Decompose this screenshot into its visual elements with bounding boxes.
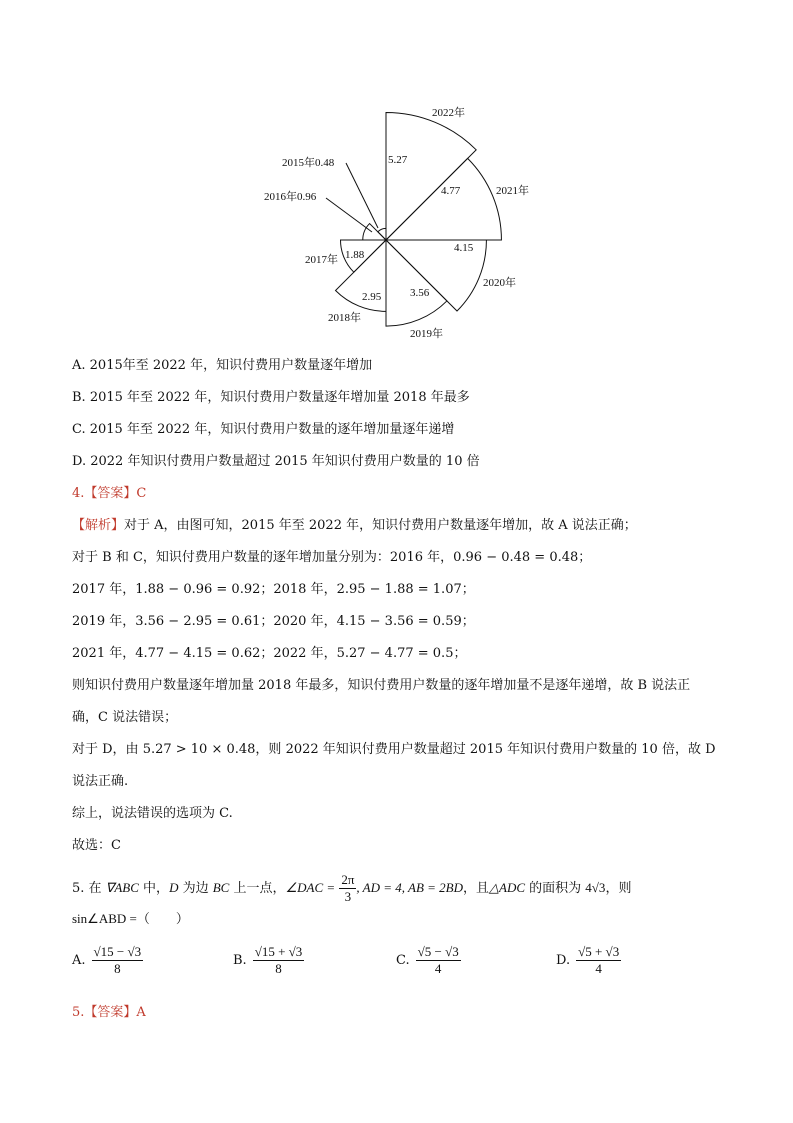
q5-option-b-num: √15 + √3 bbox=[254, 944, 303, 959]
question-5-ask bbox=[72, 911, 189, 928]
question-5 bbox=[72, 872, 631, 905]
analysis-line-3: 2017 年，1.88 − 0.96 = 0.92；2018 年，2.95 − 1.88 = 1.07； bbox=[72, 582, 475, 597]
analysis-tag: 【解析】 bbox=[72, 518, 125, 533]
q5-option-d-num: √5 + √3 bbox=[578, 944, 620, 959]
sector-2016年 bbox=[363, 224, 386, 240]
q5-triangle: ∇ABC bbox=[105, 880, 139, 895]
analysis-line-1 bbox=[72, 518, 637, 534]
option-b: B. 2015 年至 2022 年，知识付费用户数量逐年增加量 2018 年最多 bbox=[72, 390, 470, 405]
value-label-2022年: 5.27 bbox=[388, 154, 408, 166]
q5-side-bc: BC bbox=[212, 880, 230, 895]
option-d: D. 2022 年知识付费用户数量超过 2015 年知识付费用户数量的 10 倍 bbox=[72, 454, 480, 469]
q5-mid4: ，且 bbox=[463, 881, 490, 896]
q5-angle-fraction bbox=[339, 872, 356, 905]
year-label-2018年: 2018年 bbox=[328, 312, 361, 324]
analysis-text-1: 对于 A，由图可知，2015 年至 2022 年，知识付费用户数量逐年增加，故 A 说法正确； bbox=[124, 518, 637, 533]
q5-mid6: ，则 bbox=[605, 881, 632, 896]
q5-option-a-frac bbox=[92, 944, 144, 977]
value-label-2021年: 4.77 bbox=[441, 185, 461, 197]
q5-option-a-letter: A. bbox=[72, 953, 86, 968]
answer-4-head: 4.【答案】 bbox=[72, 486, 137, 501]
option-c: C. 2015 年至 2022 年，知识付费用户数量的逐年增加量逐年递增 bbox=[72, 422, 455, 437]
q5-angle: ∠DAC = bbox=[285, 880, 336, 895]
q5-mid2: 为边 bbox=[178, 881, 213, 896]
q5-frac-den: 3 bbox=[344, 889, 352, 904]
analysis-line-6: 则知识付费用户数量逐年增加量 2018 年最多，知识付费用户数量的逐年增加量不是逐年递增，故 B 说法正 bbox=[72, 678, 691, 693]
q5-option-c-den: 4 bbox=[434, 961, 442, 976]
polar-chart bbox=[0, 0, 793, 340]
q5-option-d-frac bbox=[576, 944, 621, 977]
q5-mid1: 中， bbox=[138, 881, 170, 896]
callout-label-2016: 2016年0.96 bbox=[264, 191, 317, 203]
value-label-2019年: 3.56 bbox=[410, 287, 430, 299]
value-label-2020年: 4.15 bbox=[454, 242, 474, 254]
q5-option-a-den: 8 bbox=[114, 961, 121, 976]
analysis-line-11: 故选：C bbox=[72, 838, 121, 853]
q5-prefix: 5. 在 bbox=[72, 881, 106, 896]
year-label-2017年: 2017年 bbox=[305, 254, 338, 266]
q5-option-a-num: √15 − √3 bbox=[93, 944, 142, 959]
q5-area: 4√3 bbox=[585, 880, 606, 895]
year-label-2021年: 2021年 bbox=[496, 185, 529, 197]
analysis-line-5: 2021 年，4.77 − 4.15 = 0.62；2022 年，5.27 − 4.77 = 0.5； bbox=[72, 646, 467, 661]
q5-option-c-frac bbox=[416, 944, 461, 977]
value-label-2017年: 1.88 bbox=[345, 249, 365, 261]
q5-mid3: 上一点， bbox=[229, 881, 286, 896]
year-label-2022年: 2022年 bbox=[432, 107, 465, 119]
answer-5 bbox=[72, 1005, 146, 1021]
q5-option-b-den: 8 bbox=[275, 961, 282, 976]
answer-4 bbox=[72, 486, 146, 502]
analysis-line-7: 确，C 说法错误； bbox=[72, 710, 178, 725]
chart-labels bbox=[264, 105, 529, 340]
q5-frac-num: 2π bbox=[341, 872, 355, 887]
year-label-2019年: 2019年 bbox=[410, 328, 443, 340]
option-a: A. 2015年至 2022 年，知识付费用户数量逐年增加 bbox=[72, 358, 373, 373]
year-label-2020年: 2020年 bbox=[483, 277, 516, 289]
callout-line-2016 bbox=[326, 198, 372, 232]
q5-option-b-frac bbox=[253, 944, 305, 977]
value-label-2018年: 2.95 bbox=[362, 291, 382, 303]
q5-option-c-letter: C. bbox=[396, 953, 410, 968]
q5-triangle-adc: △ADC bbox=[489, 880, 526, 895]
answer-4-value: C bbox=[136, 486, 147, 501]
q5-option-c bbox=[396, 944, 461, 977]
callout-label-2015: 2015年0.48 bbox=[282, 157, 335, 169]
q5-option-a bbox=[72, 944, 143, 977]
sector-2019年 bbox=[386, 240, 447, 326]
analysis-line-9: 说法正确. bbox=[72, 774, 129, 789]
sector-2022年 bbox=[386, 112, 476, 240]
q5-point-d: D bbox=[169, 880, 179, 895]
analysis-line-8: 对于 D，由 5.27 > 10 × 0.48，则 2022 年知识付费用户数量超过 2015 年知识付费用户数量的 10 倍，故 D bbox=[72, 742, 716, 757]
q5-ask: sin∠ABD =（ ） bbox=[72, 911, 189, 926]
analysis-line-2: 对于 B 和 C，知识付费用户数量的逐年增加量分别为：2016 年，0.96 − 0.48 = 0.48； bbox=[72, 550, 592, 565]
q5-mid5: 的面积为 bbox=[525, 881, 586, 896]
answer-5-head: 5.【答案】 bbox=[72, 1005, 137, 1020]
q5-option-c-num: √5 − √3 bbox=[417, 944, 459, 959]
analysis-line-4: 2019 年，3.56 − 2.95 = 0.61；2020 年，4.15 − 3.56 = 0.59； bbox=[72, 614, 475, 629]
sector-2021年 bbox=[386, 158, 501, 240]
callout-line-2015 bbox=[346, 163, 378, 228]
q5-option-b bbox=[233, 944, 304, 977]
q5-conditions: , AD = 4, AB = 2BD bbox=[356, 880, 464, 895]
q5-option-d bbox=[556, 944, 621, 977]
analysis-line-10: 综上，说法错误的选项为 C. bbox=[72, 806, 233, 821]
q5-option-d-letter: D. bbox=[556, 953, 571, 968]
answer-5-value: A bbox=[136, 1005, 146, 1020]
q5-option-b-letter: B. bbox=[233, 953, 247, 968]
q5-option-d-den: 4 bbox=[595, 961, 602, 976]
